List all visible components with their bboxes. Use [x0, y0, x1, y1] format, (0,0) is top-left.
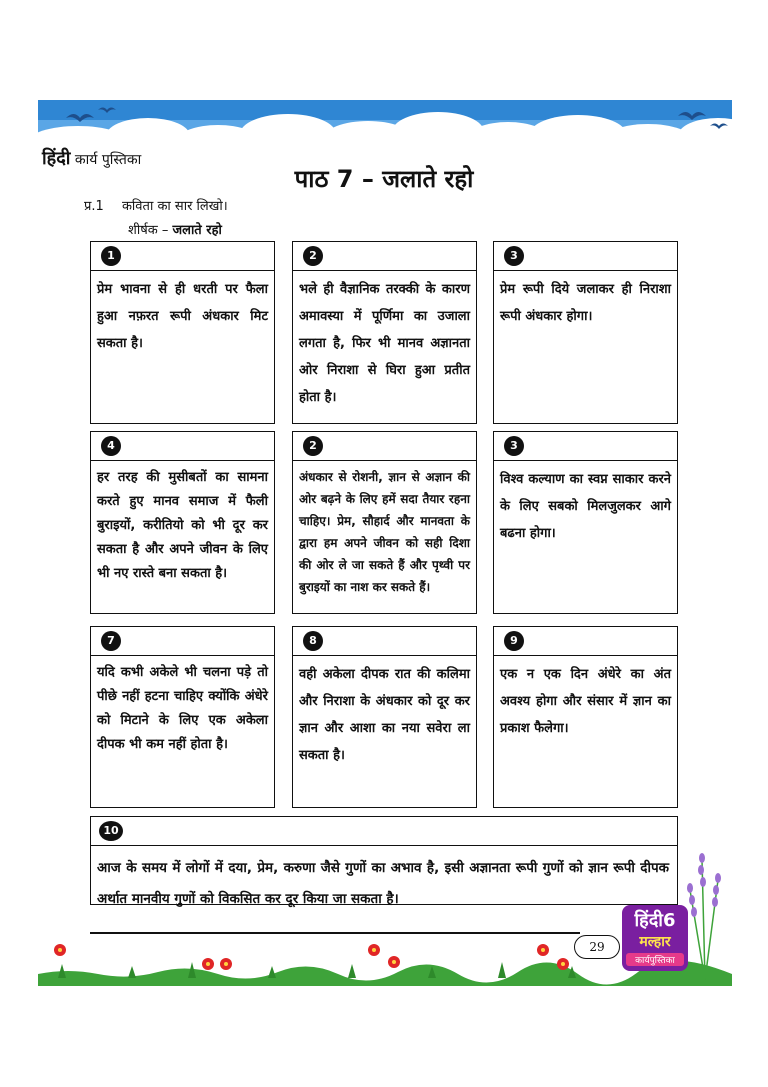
card-number: 2: [303, 246, 323, 266]
page-title: पाठ 7 – जलाते रहो: [294, 165, 474, 193]
card-text: आज के समय में लोगों में दया, प्रेम, करुणा जैसे गुणों का अभाव है, इसी अज्ञानता रूपी गुणों को ज्ञान रूपी दीपक अर्थात मानवीय गुणों को विकसित कर दूर किया जा सकता है।: [97, 860, 669, 907]
card-number: 3: [504, 246, 524, 266]
brand-logo: हिंदी: [42, 148, 71, 169]
sky-banner: [38, 100, 732, 148]
subtitle-value: जलाते रहो: [172, 223, 222, 238]
brand-text: कार्य पुस्तिका: [74, 152, 142, 168]
card-number: 8: [303, 631, 323, 651]
card-header: [91, 242, 274, 271]
card-text: भले ही वैज्ञानिक तरक्की के कारण अमावस्या में पूर्णिमा का उजाला लगता है, फिर भी मानव अज्ञानता ओर निराशा से घिरा हुआ प्रतीत होता है।: [299, 282, 470, 405]
question-number: प्र.1: [84, 199, 104, 214]
summary-card: [292, 626, 477, 808]
book-badge: [622, 905, 688, 971]
card-header: [91, 817, 677, 846]
summary-card-wide: [90, 816, 678, 905]
summary-card: [90, 241, 275, 424]
summary-card: [90, 626, 275, 808]
card-text: वही अकेला दीपक रात की कलिमा और निराशा के अंधकार को दूर कर ज्ञान और आशा का नया सवेरा ला सकता है।: [299, 667, 470, 763]
card-header: [494, 242, 677, 271]
flower-icons: [54, 944, 569, 970]
card-header: [293, 627, 476, 656]
card-text: विश्व कल्याण का स्वप्न साकार करने के लिए सबको मिलजुलकर आगे बढना होगा।: [500, 472, 671, 541]
summary-card: [90, 431, 275, 614]
summary-card: [292, 431, 477, 614]
card-number: 4: [101, 436, 121, 456]
summary-card: [493, 431, 678, 614]
card-text: एक न एक दिन अंधेरे का अंत अवश्य होगा और संसार में ज्ञान का प्रकाश फैलेगा।: [500, 667, 671, 736]
card-number: 9: [504, 631, 524, 651]
footer-divider: [90, 932, 580, 934]
subtitle-label: शीर्षक –: [128, 223, 169, 238]
card-header: [494, 432, 677, 461]
card-header: [91, 432, 274, 461]
card-number: 1: [101, 246, 121, 266]
badge-title: हिंदी6: [634, 910, 676, 931]
question-row: [84, 196, 228, 214]
question-text: कविता का सार लिखो।: [121, 199, 228, 214]
summary-card: [292, 241, 477, 424]
summary-card: [493, 241, 678, 424]
question-subtitle: [128, 220, 222, 238]
card-header: [91, 627, 274, 656]
card-number: 2: [303, 436, 323, 456]
card-text: प्रेम भावना से ही धरती पर फैला हुआ नफ़रत रूपी अंधकार मिट सकता है।: [97, 282, 268, 351]
card-text: हर तरह की मुसीबतों का सामना करते हुए मानव समाज में फैली बुराइयों, करीतियो को भी दूर कर सकता है और अपने जीवन के लिए भी नए रास्ते बना सकता है।: [97, 470, 268, 581]
card-header: [293, 432, 476, 461]
card-header: [494, 627, 677, 656]
card-number: 10: [99, 821, 123, 841]
summary-card: [493, 626, 678, 808]
card-text: प्रेम रूपी दिये जलाकर ही निराशा रूपी अंधकार होगा।: [500, 282, 671, 324]
page-number: 29: [574, 935, 620, 959]
card-number: 3: [504, 436, 524, 456]
card-text: यदि कभी अकेले भी चलना पड़े तो पीछे नहीं हटना चाहिए क्योंकि अंधेरे को मिटाने के लिए एक अकेला दीपक भी कम नहीं होता है।: [97, 665, 268, 752]
card-text: अंधकार से रोशनी, ज्ञान से अज्ञान की ओर बढ़ने के लिए हमें सदा तैयार रहना चाहिए। प्रेम, सौहार्द और मानवता के द्वारा हम अपने जीवन को सही दिशा की ओर ले जा सकते हैं और पृथ्वी पर बुराइयों का नाश कर सकते हैं।: [299, 470, 470, 594]
card-number: 7: [101, 631, 121, 651]
badge-subtitle: कार्यपुस्तिका: [626, 953, 684, 966]
card-header: [293, 242, 476, 271]
badge-series: मल्हार: [639, 934, 671, 950]
